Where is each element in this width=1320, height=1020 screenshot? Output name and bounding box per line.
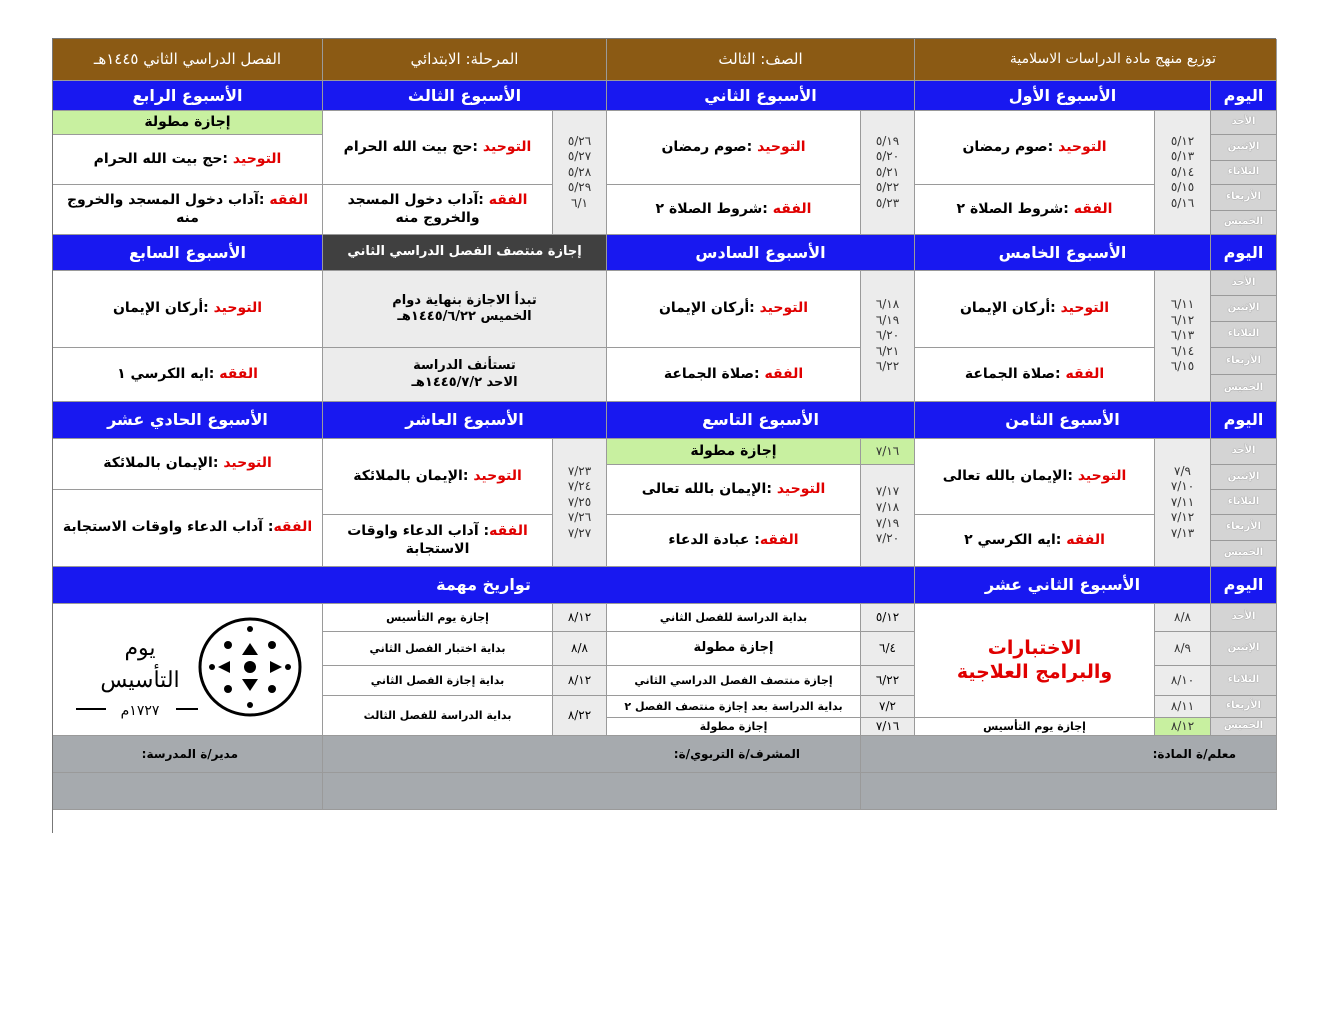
day-wednesday: الأربعاء bbox=[1211, 696, 1277, 718]
semester-label: الفصل الدراسي الثاني ١٤٤٥هـ bbox=[53, 39, 323, 81]
important-event: بداية الدراسة للفصل الثالث bbox=[323, 696, 553, 736]
important-event: بداية الدراسة للفصل الثاني bbox=[607, 604, 861, 632]
day-tuesday: الثلاثاء bbox=[1211, 322, 1277, 348]
important-event: إجازة منتصف الفصل الدراسي الثاني bbox=[607, 666, 861, 696]
day-monday: الإثنين bbox=[1211, 632, 1277, 666]
week-8-dates: ٧/٩ ٧/١٠ ٧/١١ ٧/١٢ ٧/١٣ bbox=[1155, 439, 1211, 567]
day-tuesday: الثلاثاء bbox=[1211, 161, 1277, 185]
week-9-title: الأسبوع التاسع bbox=[607, 402, 915, 439]
day-sunday: الأحد bbox=[1211, 439, 1277, 465]
midterm-holiday-title: إجازة منتصف الفصل الدراسي الثاني bbox=[323, 235, 607, 271]
teacher-signature-box[interactable] bbox=[861, 773, 1277, 810]
grade-label: الصف: الثالث bbox=[607, 39, 915, 81]
week-7-fiqh: الفقه :ايه الكرسي ١ bbox=[53, 348, 323, 402]
week-6-fiqh: الفقه :صلاة الجماعة bbox=[607, 348, 861, 402]
supervisor-signature-box[interactable] bbox=[323, 773, 861, 810]
week-10-dates: ٧/٢٣ ٧/٢٤ ٧/٢٥ ٧/٢٦ ٧/٢٧ bbox=[553, 439, 607, 567]
important-date: ٧/٢ bbox=[861, 696, 915, 718]
week-10-tawheed: التوحيد :الإيمان بالملائكة bbox=[323, 439, 553, 515]
day-sunday: الأحد bbox=[1211, 111, 1277, 135]
week-4-holiday: إجازة مطولة bbox=[53, 111, 323, 135]
day-thursday: الخميس bbox=[1211, 718, 1277, 736]
page-title: توزيع منهج مادة الدراسات الاسلامية bbox=[915, 39, 1277, 81]
day-header: اليوم bbox=[1211, 402, 1277, 439]
svg-text:التأسيس: التأسيس bbox=[99, 667, 180, 693]
supervisor-signature: المشرف/ة التربوي/ة: bbox=[323, 736, 861, 773]
week-10-fiqh: الفقه: آداب الدعاء واوقات الاستجابة bbox=[323, 515, 553, 567]
week-9-fiqh: الفقه: عبادة الدعاء bbox=[607, 515, 861, 567]
week-5-tawheed: التوحيد :أركان الإيمان bbox=[915, 271, 1155, 348]
week-8-fiqh: الفقه :ايه الكرسي ٢ bbox=[915, 515, 1155, 567]
week-12-date: ٨/١٢ bbox=[1155, 718, 1211, 736]
week-11-fiqh: الفقه: آداب الدعاء واوقات الاستجابة bbox=[53, 490, 323, 567]
stage-label: المرحلة: الابتدائي bbox=[323, 39, 607, 81]
day-sunday: الأحد bbox=[1211, 271, 1277, 296]
important-date: ٦/٢٢ bbox=[861, 666, 915, 696]
important-event: إجازة يوم التأسيس bbox=[323, 604, 553, 632]
day-monday: الإثنين bbox=[1211, 296, 1277, 322]
week-11-title: الأسبوع الحادي عشر bbox=[53, 402, 323, 439]
week-11-tawheed: التوحيد :الإيمان بالملائكة bbox=[53, 439, 323, 490]
week-7-title: الأسبوع السابع bbox=[53, 235, 323, 271]
week-12-date: ٨/١٠ bbox=[1155, 666, 1211, 696]
founding-day-emblem bbox=[72, 615, 304, 725]
principal-signature: مدير/ة المدرسة: bbox=[53, 736, 323, 773]
week-12-title: الأسبوع الثاني عشر bbox=[915, 567, 1211, 604]
week-9-holiday: إجازة مطولة bbox=[607, 439, 861, 465]
day-thursday: الخميس bbox=[1211, 541, 1277, 567]
important-date: ٥/١٢ bbox=[861, 604, 915, 632]
founding-day-holiday: إجازة يوم التأسيس bbox=[915, 718, 1155, 736]
important-event: بداية اختبار الفصل الثاني bbox=[323, 632, 553, 666]
week-2-fiqh: الفقه :شروط الصلاة ٢ bbox=[607, 185, 861, 235]
important-date: ٨/٨ bbox=[553, 632, 607, 666]
day-thursday: الخميس bbox=[1211, 211, 1277, 235]
svg-text:١٧٢٧م: ١٧٢٧م bbox=[120, 702, 159, 719]
principal-signature-box[interactable] bbox=[53, 773, 323, 810]
day-thursday: الخميس bbox=[1211, 375, 1277, 402]
day-tuesday: الثلاثاء bbox=[1211, 666, 1277, 696]
schedule-grid bbox=[52, 38, 1276, 833]
week-2-dates: ٥/١٩ ٥/٢٠ ٥/٢١ ٥/٢٢ ٥/٢٣ bbox=[861, 111, 915, 235]
midterm-holiday-resume: تستأنف الدراسة الاحد ١٤٤٥/٧/٢هـ bbox=[323, 348, 607, 402]
teacher-signature: معلم/ة المادة: bbox=[861, 736, 1277, 773]
week-1-dates: ٥/١٢ ٥/١٣ ٥/١٤ ٥/١٥ ٥/١٦ bbox=[1155, 111, 1211, 235]
week-9-date-holiday: ٧/١٦ bbox=[861, 439, 915, 465]
week-12-date: ٨/٨ bbox=[1155, 604, 1211, 632]
week-12-date: ٨/١١ bbox=[1155, 696, 1211, 718]
week-3-dates: ٥/٢٦ ٥/٢٧ ٥/٢٨ ٥/٢٩ ٦/١ bbox=[553, 111, 607, 235]
day-monday: الإثنين bbox=[1211, 465, 1277, 490]
important-event: إجازة مطولة bbox=[607, 632, 861, 666]
day-wednesday: الأربعاء bbox=[1211, 348, 1277, 375]
week-1-title: الأسبوع الأول bbox=[915, 81, 1211, 111]
day-wednesday: الأربعاء bbox=[1211, 185, 1277, 211]
important-date: ٦/٤ bbox=[861, 632, 915, 666]
week-3-fiqh: الفقه :آداب دخول المسجد والخروج منه bbox=[323, 185, 553, 235]
week-9-tawheed: التوحيد :الإيمان بالله تعالى bbox=[607, 465, 861, 515]
week-7-tawheed: التوحيد :أركان الإيمان bbox=[53, 271, 323, 348]
week-5-title: الأسبوع الخامس bbox=[915, 235, 1211, 271]
important-date: ٨/١٢ bbox=[553, 604, 607, 632]
day-sunday: الأحد bbox=[1211, 604, 1277, 632]
week-5-dates: ٦/١١ ٦/١٢ ٦/١٣ ٦/١٤ ٦/١٥ bbox=[1155, 271, 1211, 402]
important-event: بداية الدراسة بعد إجازة منتصف الفصل ٢ bbox=[607, 696, 861, 718]
svg-text:يوم: يوم bbox=[123, 635, 156, 661]
week-8-tawheed: التوحيد :الإيمان بالله تعالى bbox=[915, 439, 1155, 515]
week-2-tawheed: التوحيد :صوم رمضان bbox=[607, 111, 861, 185]
important-event: إجازة مطولة bbox=[607, 718, 861, 736]
important-date: ٨/١٢ bbox=[553, 666, 607, 696]
day-wednesday: الأربعاء bbox=[1211, 515, 1277, 541]
week-8-title: الأسبوع الثامن bbox=[915, 402, 1211, 439]
day-header: اليوم bbox=[1211, 567, 1277, 604]
day-monday: الإثنين bbox=[1211, 135, 1277, 161]
week-1-fiqh: الفقه :شروط الصلاة ٢ bbox=[915, 185, 1155, 235]
week-10-title: الأسبوع العاشر bbox=[323, 402, 607, 439]
week-2-title: الأسبوع الثاني bbox=[607, 81, 915, 111]
week-6-dates: ٦/١٨ ٦/١٩ ٦/٢٠ ٦/٢١ ٦/٢٢ bbox=[861, 271, 915, 402]
day-header: اليوم bbox=[1211, 81, 1277, 111]
founding-day-logo bbox=[53, 604, 323, 736]
important-event: بداية إجازة الفصل الثاني bbox=[323, 666, 553, 696]
week-4-tawheed: التوحيد :حج بيت الله الحرام bbox=[53, 135, 323, 185]
important-dates-title: تواريخ مهمة bbox=[53, 567, 915, 604]
important-date: ٨/٢٢ bbox=[553, 696, 607, 736]
week-5-fiqh: الفقه :صلاة الجماعة bbox=[915, 348, 1155, 402]
exams-remedial: الاختبارات والبرامج العلاجية bbox=[915, 604, 1155, 718]
midterm-holiday-start: تبدأ الاجازة بنهاية دوام الخميس ١٤٤٥/٦/٢٢هـ bbox=[323, 271, 607, 348]
week-6-tawheed: التوحيد :أركان الإيمان bbox=[607, 271, 861, 348]
week-3-tawheed: التوحيد :حج بيت الله الحرام bbox=[323, 111, 553, 185]
week-1-tawheed: التوحيد :صوم رمضان bbox=[915, 111, 1155, 185]
week-9-dates: ٧/١٧ ٧/١٨ ٧/١٩ ٧/٢٠ bbox=[861, 465, 915, 567]
day-header: اليوم bbox=[1211, 235, 1277, 271]
day-tuesday: الثلاثاء bbox=[1211, 490, 1277, 515]
week-4-fiqh: الفقه :آداب دخول المسجد والخروج منه bbox=[53, 185, 323, 235]
week-3-title: الأسبوع الثالث bbox=[323, 81, 607, 111]
week-4-title: الأسبوع الرابع bbox=[53, 81, 323, 111]
week-12-date: ٨/٩ bbox=[1155, 632, 1211, 666]
week-6-title: الأسبوع السادس bbox=[607, 235, 915, 271]
important-date: ٧/١٦ bbox=[861, 718, 915, 736]
